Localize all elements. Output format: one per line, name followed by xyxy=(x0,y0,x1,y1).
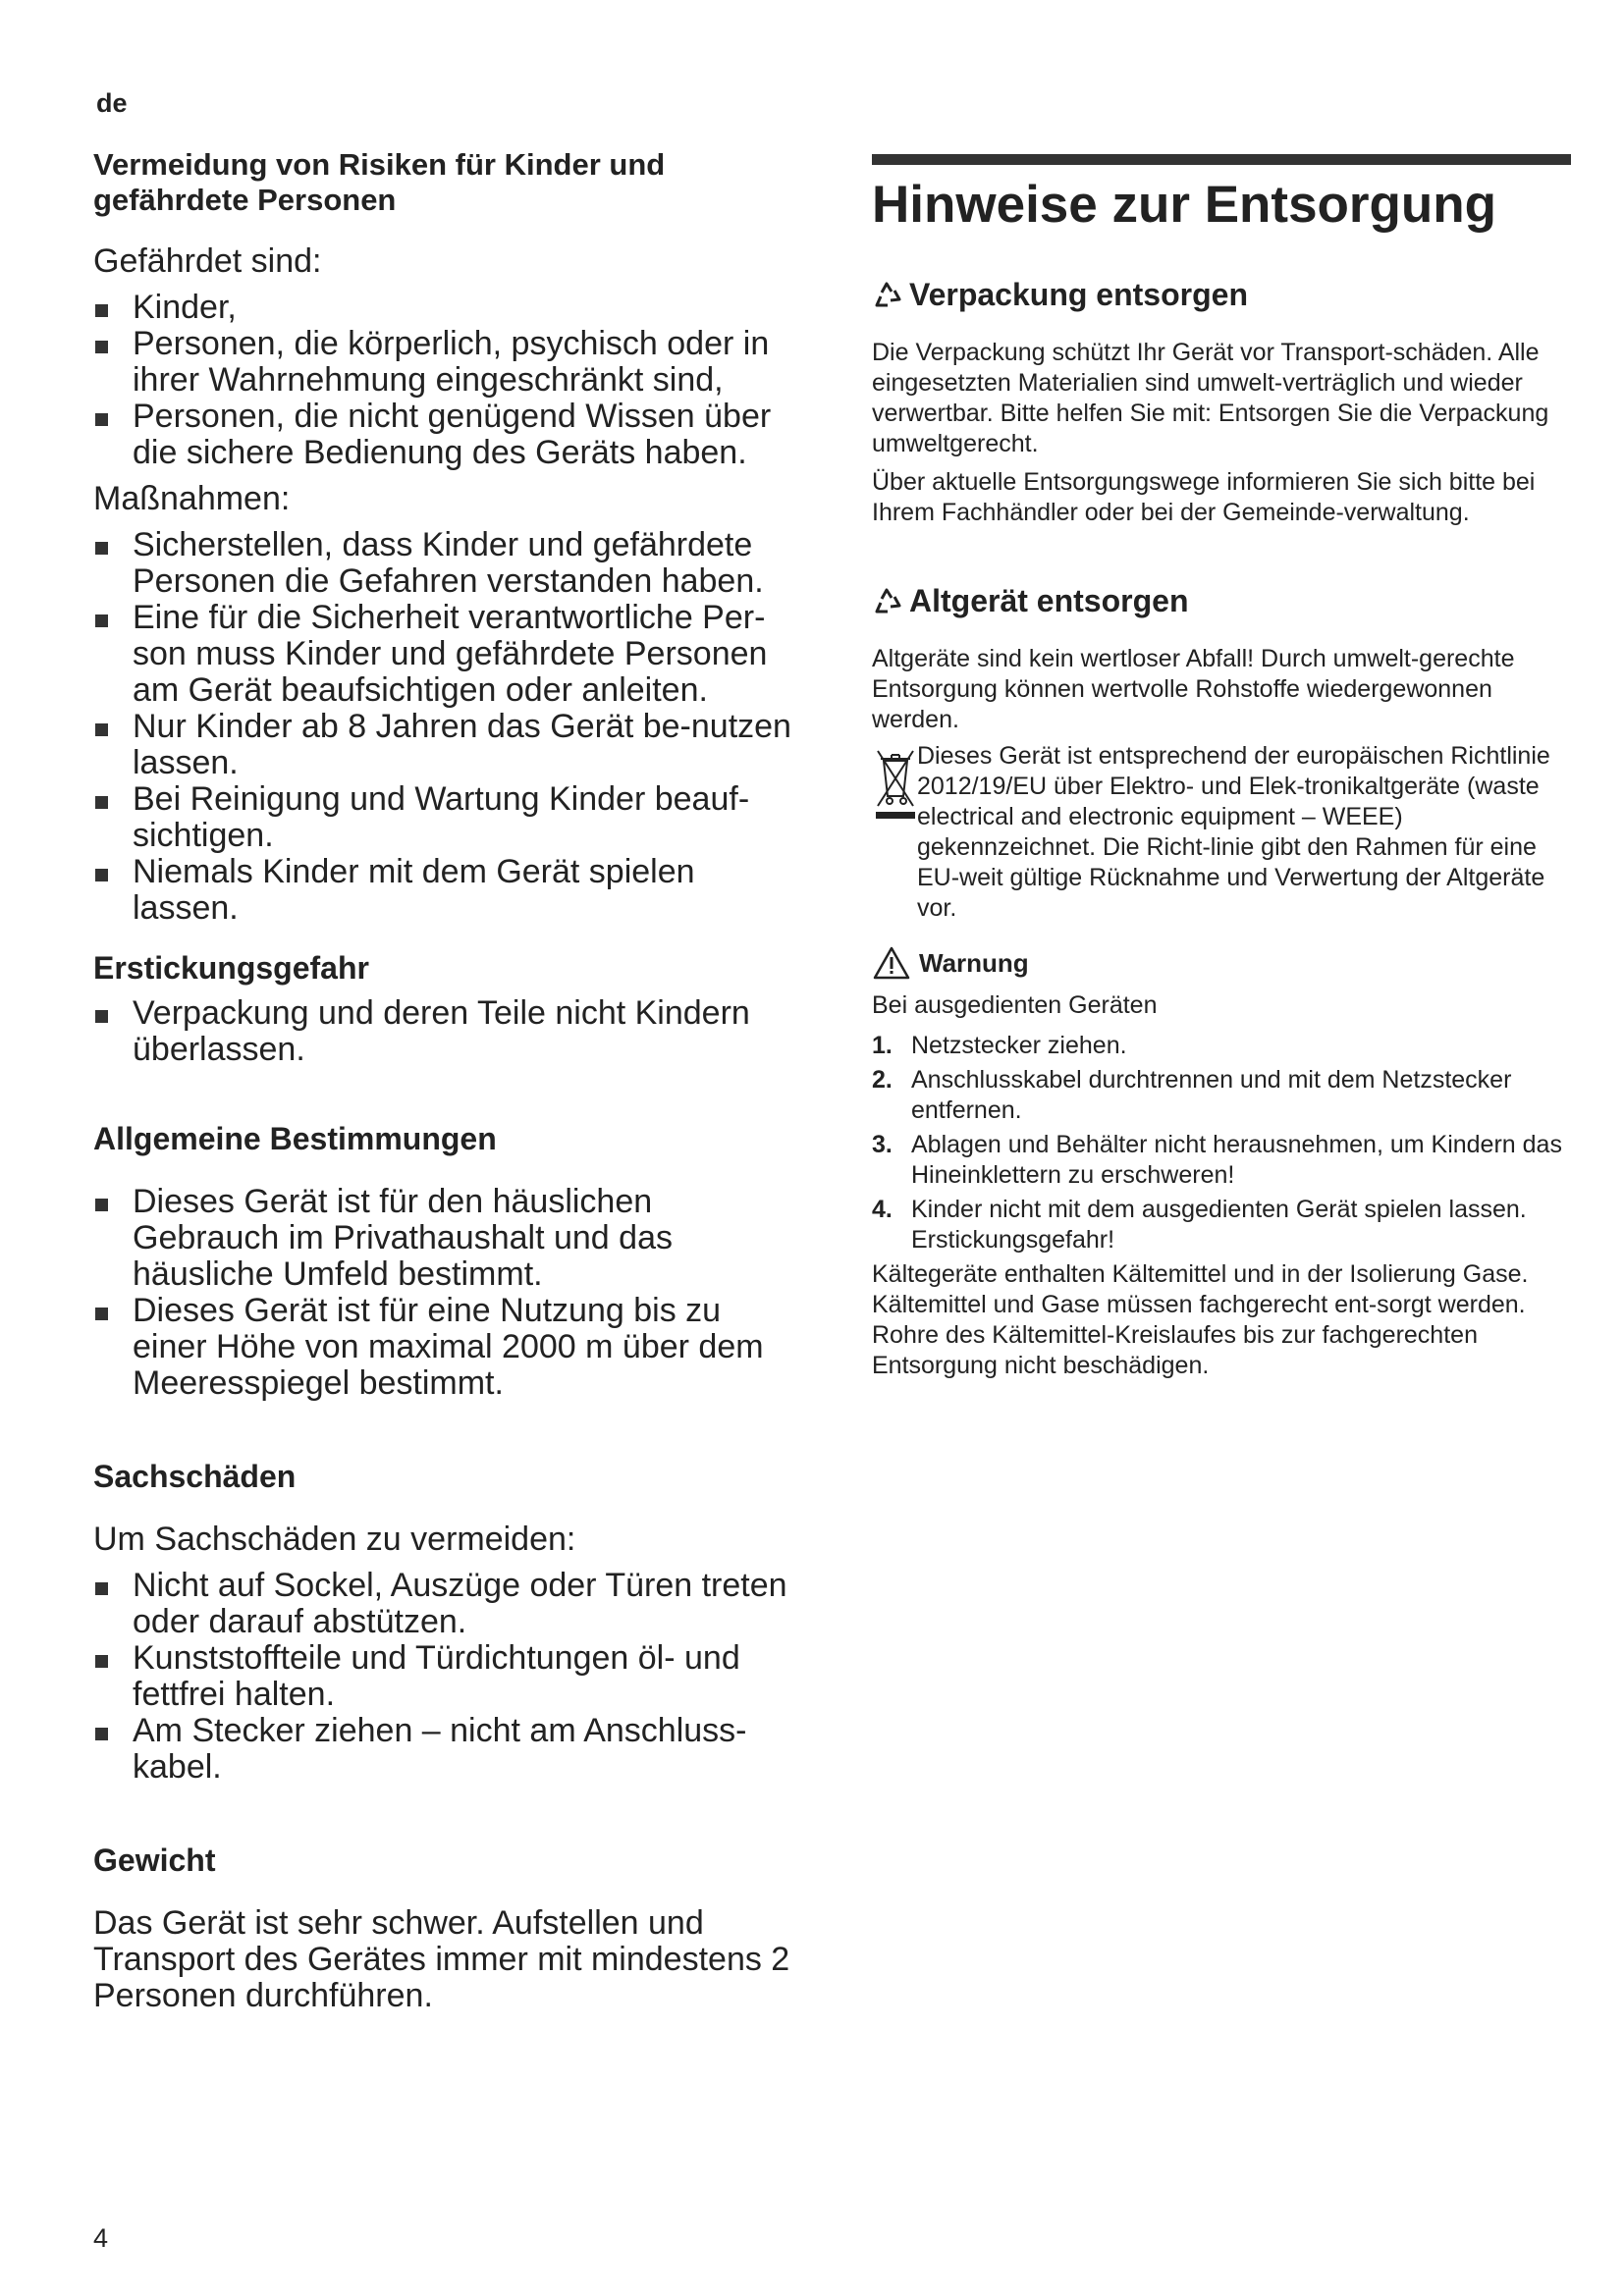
measures-list xyxy=(93,527,800,927)
left-column xyxy=(93,147,800,2014)
warning-outro: Kältegeräte enthalten Kältemittel und in der Isolierung Gase. Kältemittel und Gase müssen fachgerecht ent-sorgt werden. Rohre des Kältemittel-Kreislaufes bis zur fachgerechten Entsorgung nicht beschädigen. xyxy=(872,1260,1529,1379)
list-item: Dieses Gerät ist für eine Nutzung bis zu einer Höhe von maximal 2000 m über dem Meeresspiegel bestimmt. xyxy=(93,1293,800,1402)
endangered-intro: Gefährdet sind: xyxy=(93,242,322,280)
step-number: 4. xyxy=(872,1196,893,1223)
warning-heading xyxy=(872,945,1571,981)
list-item: Am Stecker ziehen – nicht am Anschluss-kabel. xyxy=(93,1713,800,1786)
suffocation-list xyxy=(93,995,800,1068)
step-number: 2. xyxy=(872,1066,893,1094)
right-column xyxy=(872,154,1571,1381)
warning-intro: Bei ausgedienten Geräten xyxy=(872,991,1158,1019)
section-rule xyxy=(872,154,1571,165)
list-item xyxy=(872,1065,1571,1126)
list-item: Sicherstellen, dass Kinder und gefährdete Personen die Gefahren verstanden haben. xyxy=(93,527,800,600)
section-general-body xyxy=(93,1184,800,1402)
old-device-title: Altgerät entsorgen xyxy=(909,583,1189,618)
list-item: Nicht auf Sockel, Auszüge oder Türen treten oder darauf abstützen. xyxy=(93,1568,800,1640)
list-item: Kinder, xyxy=(93,290,800,326)
list-item: Verpackung und deren Teile nicht Kindern überlassen. xyxy=(93,995,800,1068)
section-title-risks xyxy=(93,147,800,218)
section-risks-body xyxy=(93,243,800,927)
endangered-list xyxy=(93,290,800,471)
list-item: Kunststoffteile und Türdichtungen öl- und fettfrei halten. xyxy=(93,1640,800,1713)
step-text: Kinder nicht mit dem ausgedienten Gerät spielen lassen. Erstickungsgefahr! xyxy=(911,1196,1527,1254)
section-title-risks-line2: gefährdete Personen xyxy=(93,183,397,217)
step-text: Ablagen und Behälter nicht herausnehmen, um Kindern das Hineinklettern zu erschweren! xyxy=(911,1131,1562,1189)
language-code: de xyxy=(96,88,128,118)
list-item: Dieses Gerät ist für den häuslichen Gebrauch im Privathaushalt und das häusliche Umfeld bestimmt. xyxy=(93,1184,800,1293)
old-device-paragraph: Altgeräte sind kein wertloser Abfall! Durch umwelt-gerechte Entsorgung können wertvolle Rohstoffe wiedergewonnen werden. xyxy=(872,645,1515,733)
list-item: Personen, die körperlich, psychisch oder in ihrer Wahrnehmung eingeschränkt sind, xyxy=(93,326,800,399)
old-device-body xyxy=(872,644,1571,924)
crossed-bin-icon xyxy=(874,747,917,821)
warning-label: Warnung xyxy=(919,948,1029,978)
list-item: Nur Kinder ab 8 Jahren das Gerät be-nutzen lassen. xyxy=(93,709,800,781)
measures-label: Maßnahmen: xyxy=(93,480,291,517)
section-weight-body xyxy=(93,1905,800,2014)
section-title-weight: Gewicht xyxy=(93,1842,216,1878)
damage-intro: Um Sachschäden zu vermeiden: xyxy=(93,1521,576,1558)
packaging-heading xyxy=(872,277,1571,312)
page-number: 4 xyxy=(93,2223,109,2253)
section-suffocation-body xyxy=(93,995,800,1068)
warning-icon xyxy=(872,945,911,981)
packaging-title: Verpackung entsorgen xyxy=(909,277,1248,312)
weee-notice xyxy=(872,741,1571,924)
warning-body xyxy=(872,990,1571,1381)
damage-list xyxy=(93,1568,800,1786)
packaging-paragraph-1: Die Verpackung schützt Ihr Gerät vor Transport-schäden. Alle eingesetzten Materialien sind umwelt-verträglich und wieder verwertbar. Bitte helfen Sie mit: Entsorgen Sie die Verpackung umweltgerecht. xyxy=(872,339,1549,457)
list-item: Eine für die Sicherheit verantwortliche Per-son muss Kinder und gefährdete Personen am Gerät beaufsichtigen oder anleiten. xyxy=(93,600,800,709)
list-item xyxy=(872,1031,1571,1061)
section-damage-body xyxy=(93,1522,800,1786)
recycle-icon xyxy=(872,279,903,310)
list-item: Personen, die nicht genügend Wissen über die sichere Bedienung des Geräts haben. xyxy=(93,399,800,471)
weee-text: Dieses Gerät ist entsprechend der europäischen Richtlinie 2012/19/EU über Elektro- und Elek-tronikaltgeräte (waste electrical and electronic equipment – WEEE) gekennzeichnet. Die Richt-linie gibt den Rahmen für eine EU-weit gültige Rücknahme und Verwertung der Altgeräte vor. xyxy=(917,742,1550,922)
step-text: Anschlusskabel durchtrennen und mit dem Netzstecker entfernen. xyxy=(911,1066,1512,1124)
packaging-paragraph-2: Über aktuelle Entsorgungswege informieren Sie sich bitte bei Ihrem Fachhändler oder bei der Gemeinde-verwaltung. xyxy=(872,468,1536,526)
section-title-damage: Sachschäden xyxy=(93,1459,297,1494)
step-text: Netzstecker ziehen. xyxy=(911,1032,1127,1059)
general-list xyxy=(93,1184,800,1402)
recycle-icon xyxy=(872,585,903,616)
section-title-suffocation: Erstickungsgefahr xyxy=(93,950,369,986)
step-number: 3. xyxy=(872,1131,893,1158)
list-item xyxy=(872,1130,1571,1191)
section-title-risks-line1: Vermeidung von Risiken für Kinder und xyxy=(93,147,666,182)
list-item: Bei Reinigung und Wartung Kinder beauf-sichtigen. xyxy=(93,781,800,854)
weight-text: Das Gerät ist sehr schwer. Aufstellen und Transport des Gerätes immer mit mindestens 2 Personen durchführen. xyxy=(93,1904,790,2014)
warning-steps xyxy=(872,1031,1571,1255)
packaging-body xyxy=(872,338,1571,528)
section-title-general: Allgemeine Bestimmungen xyxy=(93,1121,497,1156)
old-device-heading xyxy=(872,583,1571,618)
step-number: 1. xyxy=(872,1032,893,1059)
list-item xyxy=(872,1195,1571,1255)
list-item: Niemals Kinder mit dem Gerät spielen lassen. xyxy=(93,854,800,927)
disposal-title: Hinweise zur Entsorgung xyxy=(872,176,1497,234)
